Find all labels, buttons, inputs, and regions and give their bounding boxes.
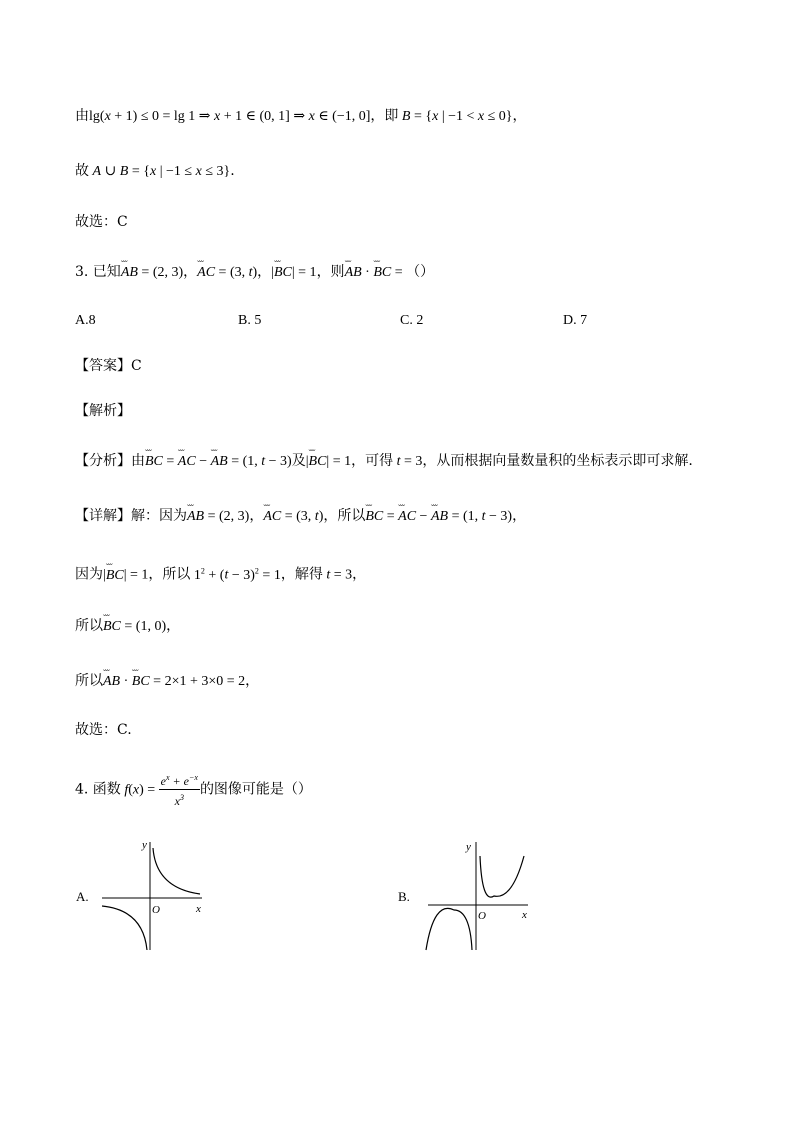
- analysis-rest: ，从而根据向量数量积的坐标表示即可求解.: [422, 453, 693, 469]
- q3-then: ，则: [316, 264, 345, 280]
- detail-tag: 【详解】: [75, 508, 131, 524]
- q3-number: 3. 已知: [75, 264, 121, 280]
- yinwei-c: ，解得: [280, 566, 323, 583]
- text-you: 由: [75, 108, 89, 124]
- q4-fraction: $\frac{e^x + e^{-x}}{x^3}$: [159, 770, 200, 809]
- analysis-line: 【分析】由˘˘˘ BC = ˘˘˘ AC − ˘˘˘ AB = (1, t − 3)及|˘˘˘ BC| = 1，可得 t = 3，从而根据向量数量积的坐标表示即可求解.: [75, 451, 693, 472]
- graph-a-x-label: x: [196, 903, 201, 915]
- graph-b-y-label: y: [466, 841, 471, 853]
- q4-number: 4. 函数: [75, 781, 121, 798]
- graph-b: [424, 838, 534, 953]
- graph-a-origin: O: [152, 904, 160, 916]
- option-d: D. 7: [563, 313, 588, 328]
- question-4: 4. 函数 f(x) = $\frac{e^x + e^{-x}}{x^3}$ 的图像可能是（）: [75, 770, 312, 809]
- option-b: B. 5: [238, 313, 262, 328]
- q3-paren: （）: [406, 264, 435, 280]
- question-3: 3. 已知˘˘˘ AB = (2, 3)，˘˘˘ AC = (3, t)，|˘˘˘ BC| = 1，则˘˘˘ AB · ˘˘˘ BC = （）: [75, 262, 434, 283]
- graph-a: [98, 838, 208, 953]
- graph-b-origin: O: [478, 910, 486, 922]
- jiexi-heading: 【解析】: [75, 403, 131, 419]
- analysis-ji: 及: [291, 453, 306, 469]
- detail-jie: 解：因为: [131, 508, 187, 524]
- yinwei-line: 因为|˘˘˘ BC| = 1，所以 $1^2 + (t - 3)^2 = 1$，解得 t = 3，: [75, 561, 366, 586]
- yinwei-b: ，所以: [148, 566, 191, 583]
- analysis-tag: 【分析】: [75, 453, 131, 469]
- text-jiji: ，即: [370, 108, 399, 124]
- option-a: A.8: [75, 313, 96, 328]
- select-line-2: 故选：C.: [75, 722, 132, 738]
- detail-suoyi: ，所以: [323, 508, 366, 524]
- analysis-kede: ，可得: [351, 453, 394, 469]
- graph-a-y-label: y: [142, 839, 147, 851]
- select-line-1: 故选：C: [75, 214, 128, 230]
- solution-line-2: 故 A ∪ B = {x | −1 ≤ x ≤ 3}.: [75, 163, 235, 179]
- yinwei-d: ，: [352, 566, 367, 583]
- graph-b-x-label: x: [522, 909, 527, 921]
- text-gu: 故: [75, 163, 89, 179]
- suoyi1-a: 所以: [75, 618, 103, 634]
- suoyi-line-2: 所以˘˘˘ AB · ˘˘˘ BC = 2×1 + 3×0 = 2，: [75, 671, 259, 692]
- text-period: .: [230, 163, 235, 179]
- text-comma: ，: [512, 108, 527, 124]
- solution-line-1: 由lg(x + 1) ≤ 0 = lg 1 ⇒ x + 1 ∈ (0, 1] ⇒ x ∈ (−1, 0]，即 B = {x | −1 < x ≤ 0}，: [75, 108, 527, 124]
- answer-line: 【答案】C: [75, 358, 142, 374]
- suoyi1-b: ，: [166, 618, 181, 634]
- suoyi2-a: 所以: [75, 673, 103, 689]
- option-c: C. 2: [400, 313, 424, 328]
- suoyi2-b: ，: [245, 673, 260, 689]
- detail-line: 【详解】解：因为˘˘˘ AB = (2, 3)，˘˘˘ AC = (3, t)，所以˘˘˘ BC = ˘˘˘ AC − ˘˘˘ AB = (1, t − 3)，: [75, 506, 526, 527]
- analysis-you: 由: [131, 453, 145, 469]
- suoyi-line-1: 所以˘˘˘ BC = (1, 0)，: [75, 616, 180, 637]
- q4-tail: 的图像可能是（）: [199, 781, 312, 798]
- yinwei-a: 因为: [75, 566, 103, 583]
- graph-b-label: B.: [398, 889, 410, 904]
- graph-a-label: A.: [76, 889, 89, 904]
